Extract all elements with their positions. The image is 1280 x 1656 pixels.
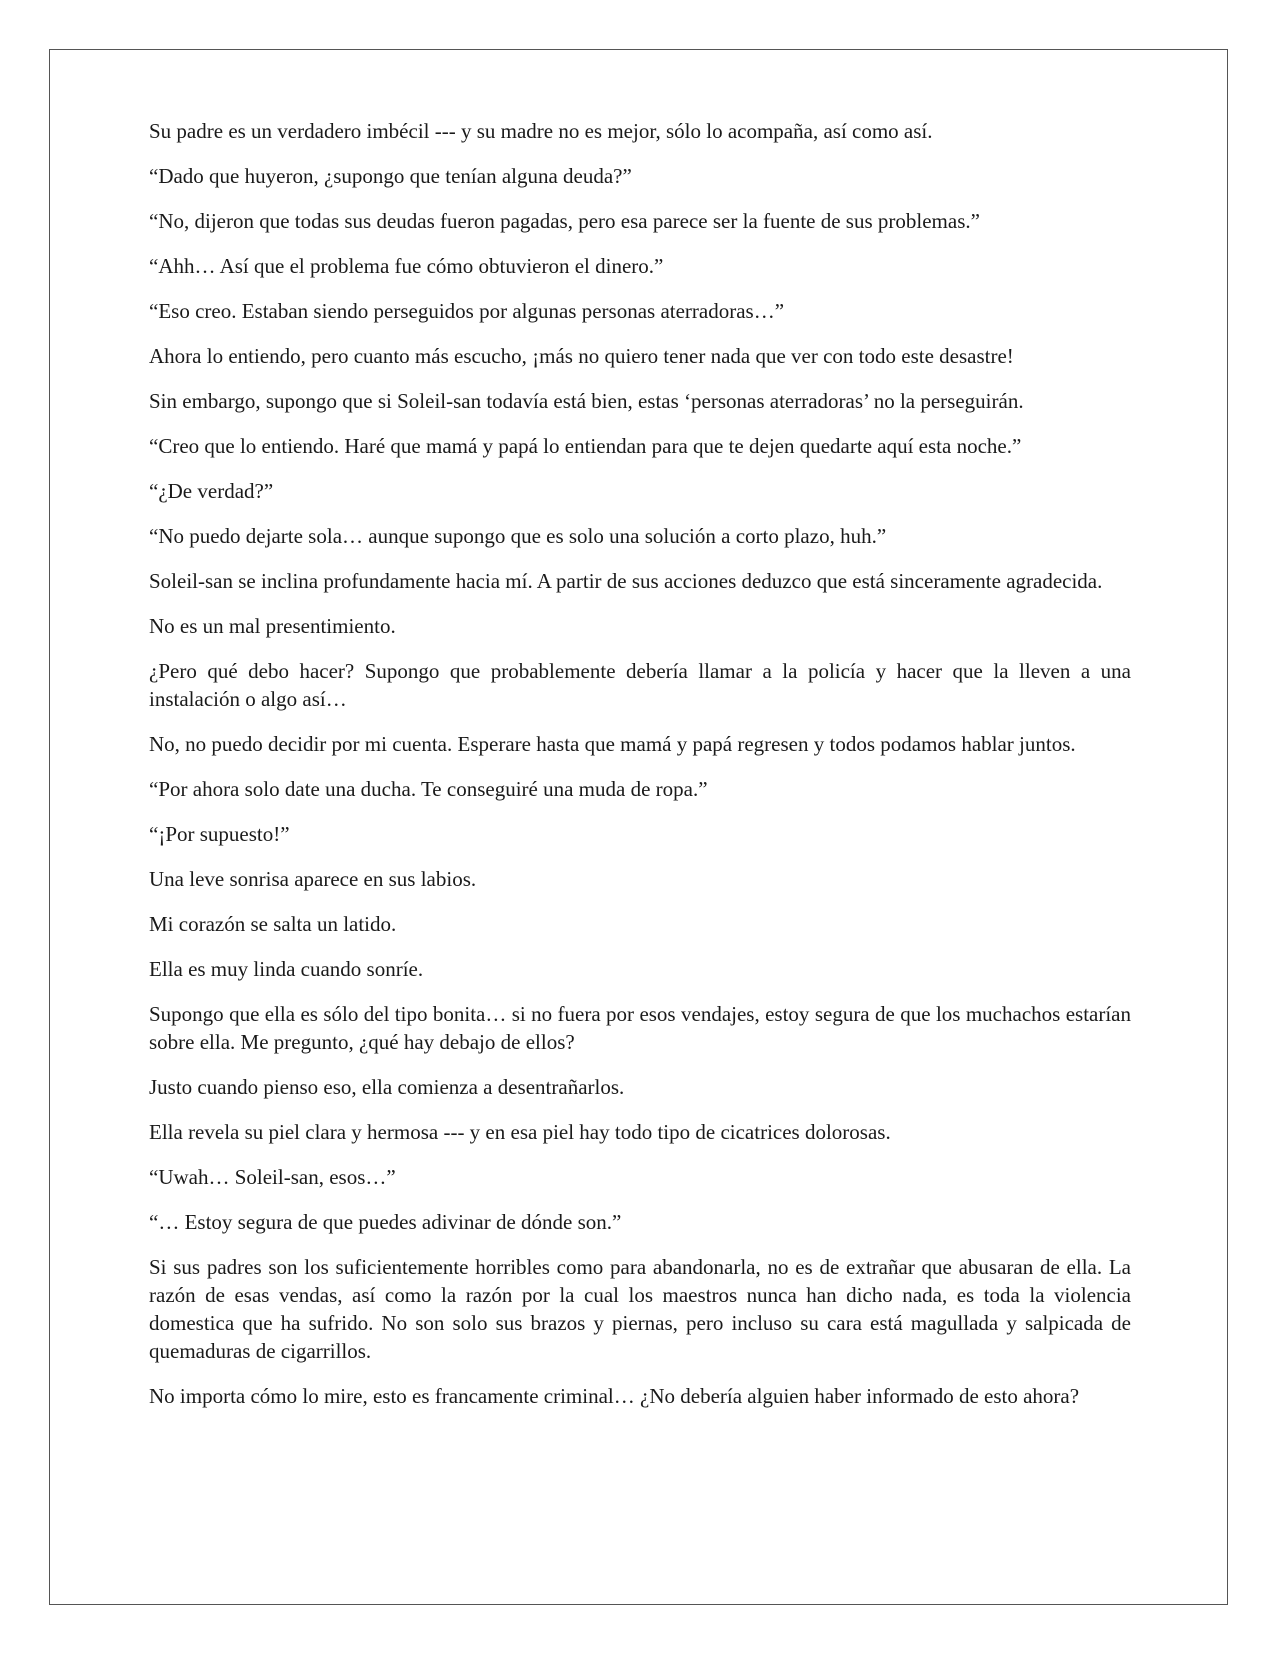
paragraph: “Dado que huyeron, ¿supongo que tenían alguna deuda?” (149, 164, 632, 188)
paragraph: Justo cuando pienso eso, ella comienza a desentrañarlos. (149, 1075, 625, 1099)
paragraph: Soleil-san se inclina profundamente hacia mí. A partir de sus acciones deduzco que está sinceramente agradecida. (149, 569, 1103, 593)
paragraph: “Ahh… Así que el problema fue cómo obtuvieron el dinero.” (149, 254, 664, 278)
paragraph: Una leve sonrisa aparece en sus labios. (149, 867, 477, 891)
paragraph: Si sus padres son los suficientemente horribles como para abandonarla, no es de extrañar que abusaran de ella. La razón de esas vendas, así como la razón por la cual los maestros nunca han dicho nada, es toda la violencia domestica que ha sufrido. No son solo sus brazos y piernas, pero incluso su cara está magullada y salpicada de quemaduras de cigarrillos. (149, 1255, 1131, 1363)
paragraph: Ahora lo entiendo, pero cuanto más escucho, ¡más no quiero tener nada que ver con todo este desastre! (149, 344, 1014, 368)
document-body (149, 117, 1131, 1427)
paragraph: “¡Por supuesto!” (149, 822, 290, 846)
paragraph: “Creo que lo entiendo. Haré que mamá y papá lo entiendan para que te dejen quedarte aquí esta noche.” (149, 434, 1022, 458)
paragraph: Mi corazón se salta un latido. (149, 912, 397, 936)
paragraph: Ella es muy linda cuando sonríe. (149, 957, 424, 981)
paragraph: “Por ahora solo date una ducha. Te conseguiré una muda de ropa.” (149, 777, 708, 801)
paragraph: “No, dijeron que todas sus deudas fueron pagadas, pero esa parece ser la fuente de sus problemas.” (149, 209, 980, 233)
paragraph: “Uwah… Soleil-san, esos…” (149, 1165, 396, 1189)
paragraph: Sin embargo, supongo que si Soleil-san todavía está bien, estas ‘personas aterradoras’ no la perseguirán. (149, 389, 1024, 413)
paragraph: No importa cómo lo mire, esto es francamente criminal… ¿No debería alguien haber informado de esto ahora? (149, 1384, 1080, 1408)
paragraph: ¿Pero qué debo hacer? Supongo que probablemente debería llamar a la policía y hacer que la lleven a una instalación o algo así… (149, 659, 1131, 711)
paragraph: “¿De verdad?” (149, 479, 274, 503)
paragraph: “No puedo dejarte sola… aunque supongo que es solo una solución a corto plazo, huh.” (149, 524, 887, 548)
paragraph: No es un mal presentimiento. (149, 614, 396, 638)
paragraph: No, no puedo decidir por mi cuenta. Esperare hasta que mamá y papá regresen y todos podamos hablar juntos. (149, 732, 1076, 756)
paragraph: Ella revela su piel clara y hermosa --- y en esa piel hay todo tipo de cicatrices dolorosas. (149, 1120, 891, 1144)
paragraph: Su padre es un verdadero imbécil --- y su madre no es mejor, sólo lo acompaña, así como así. (149, 119, 933, 143)
paragraph: “Eso creo. Estaban siendo perseguidos por algunas personas aterradoras…” (149, 299, 785, 323)
paragraph: “… Estoy segura de que puedes adivinar de dónde son.” (149, 1210, 622, 1234)
paragraph: Supongo que ella es sólo del tipo bonita… si no fuera por esos vendajes, estoy segura de que los muchachos estarían sobre ella. Me pregunto, ¿qué hay debajo de ellos? (149, 1002, 1131, 1054)
